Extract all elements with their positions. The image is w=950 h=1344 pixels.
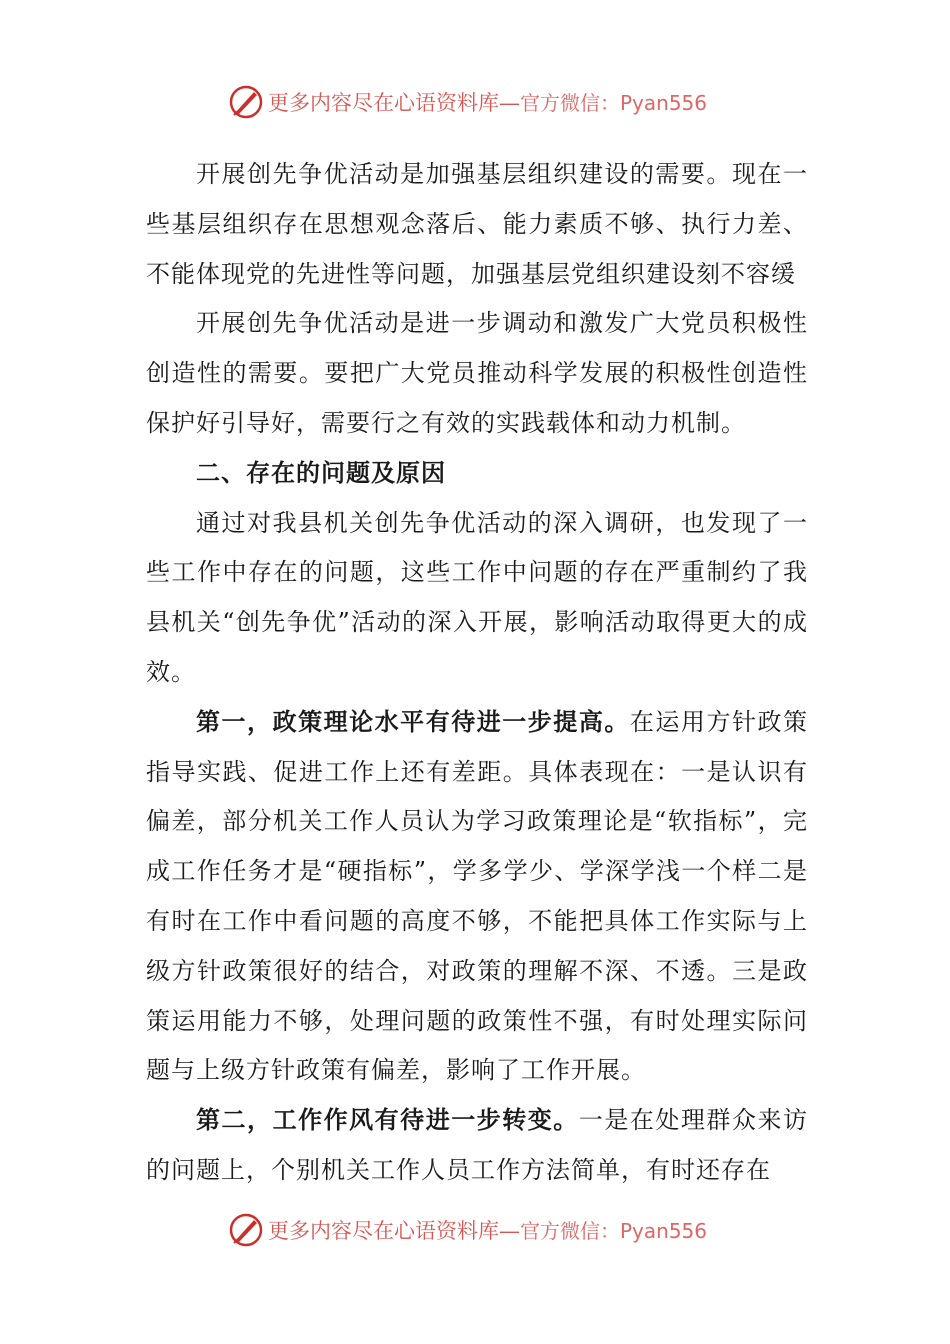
header-banner-inner: [228, 82, 707, 122]
banner-text: 更多内容尽在心语资料库—官方微信：Pyan556: [268, 1219, 708, 1243]
paragraph-3: 通过对我县机关创先争优活动的深入调研，也发现了一些工作中存在的问题，这些工作中问题的存在严重制约了我县机关“创先争优”活动的深入开展，影响活动取得更大的成效。: [146, 508, 808, 686]
quill-pen-logo-icon: [228, 1212, 264, 1248]
banner-text: 更多内容尽在心语资料库—官方微信：Pyan556: [268, 91, 708, 115]
wechat-id: 官方微信：Pyan556: [520, 1219, 708, 1243]
paragraph-5: [146, 1096, 808, 1196]
quill-pen-logo-icon: [228, 84, 264, 120]
paragraph-5-text: 一是在处理群众来访的问题上，个别机关工作人员工作方法简单，有时还存在: [146, 1106, 809, 1184]
wechat-id: 官方微信：Pyan556: [520, 91, 708, 115]
paragraph-4-text: 在运用方针政策指导实践、促进工作上还有差距。具体表现在：一是认识有偏差，部分机关工作人员认为学习政策理论是“软指标”，完成工作任务才是“硬指标”，学多学少、学深学浅一个样二是有时在工作中看问题的高度不够，不能把具体工作实际与上级方针政策很好的结合，对政策的理解不深、不透。三是政策运用能力不够，处理问题的政策性不强，有时处理实际问题与上级方针政策有偏差，影响了工作开展。: [146, 707, 809, 1085]
paragraph-4: [146, 698, 808, 1096]
header-banner: [0, 82, 950, 122]
document-body: [146, 150, 808, 1196]
paragraph-4-lead: 第一，政策理论水平有待进一步提高。: [196, 707, 630, 736]
footer-banner-inner: [228, 1210, 707, 1250]
paragraph-1: 开展创先争优活动是加强基层组织建设的需要。现在一些基层组织存在思想观念落后、能力素质不够、执行力差、不能体现党的先进性等问题，加强基层党组织建设刻不容缓: [146, 160, 808, 288]
paragraph-2: 开展创先争优活动是进一步调动和激发广大党员积极性创造性的需要。要把广大党员推动科学发展的积极性创造性保护好引导好，需要行之有效的实践载体和动力机制。: [146, 309, 808, 437]
section-heading-2: 二、存在的问题及原因: [196, 458, 446, 487]
paragraph-5-lead: 第二，工作作风有待进一步转变。: [196, 1106, 579, 1135]
footer-banner: [0, 1210, 950, 1250]
